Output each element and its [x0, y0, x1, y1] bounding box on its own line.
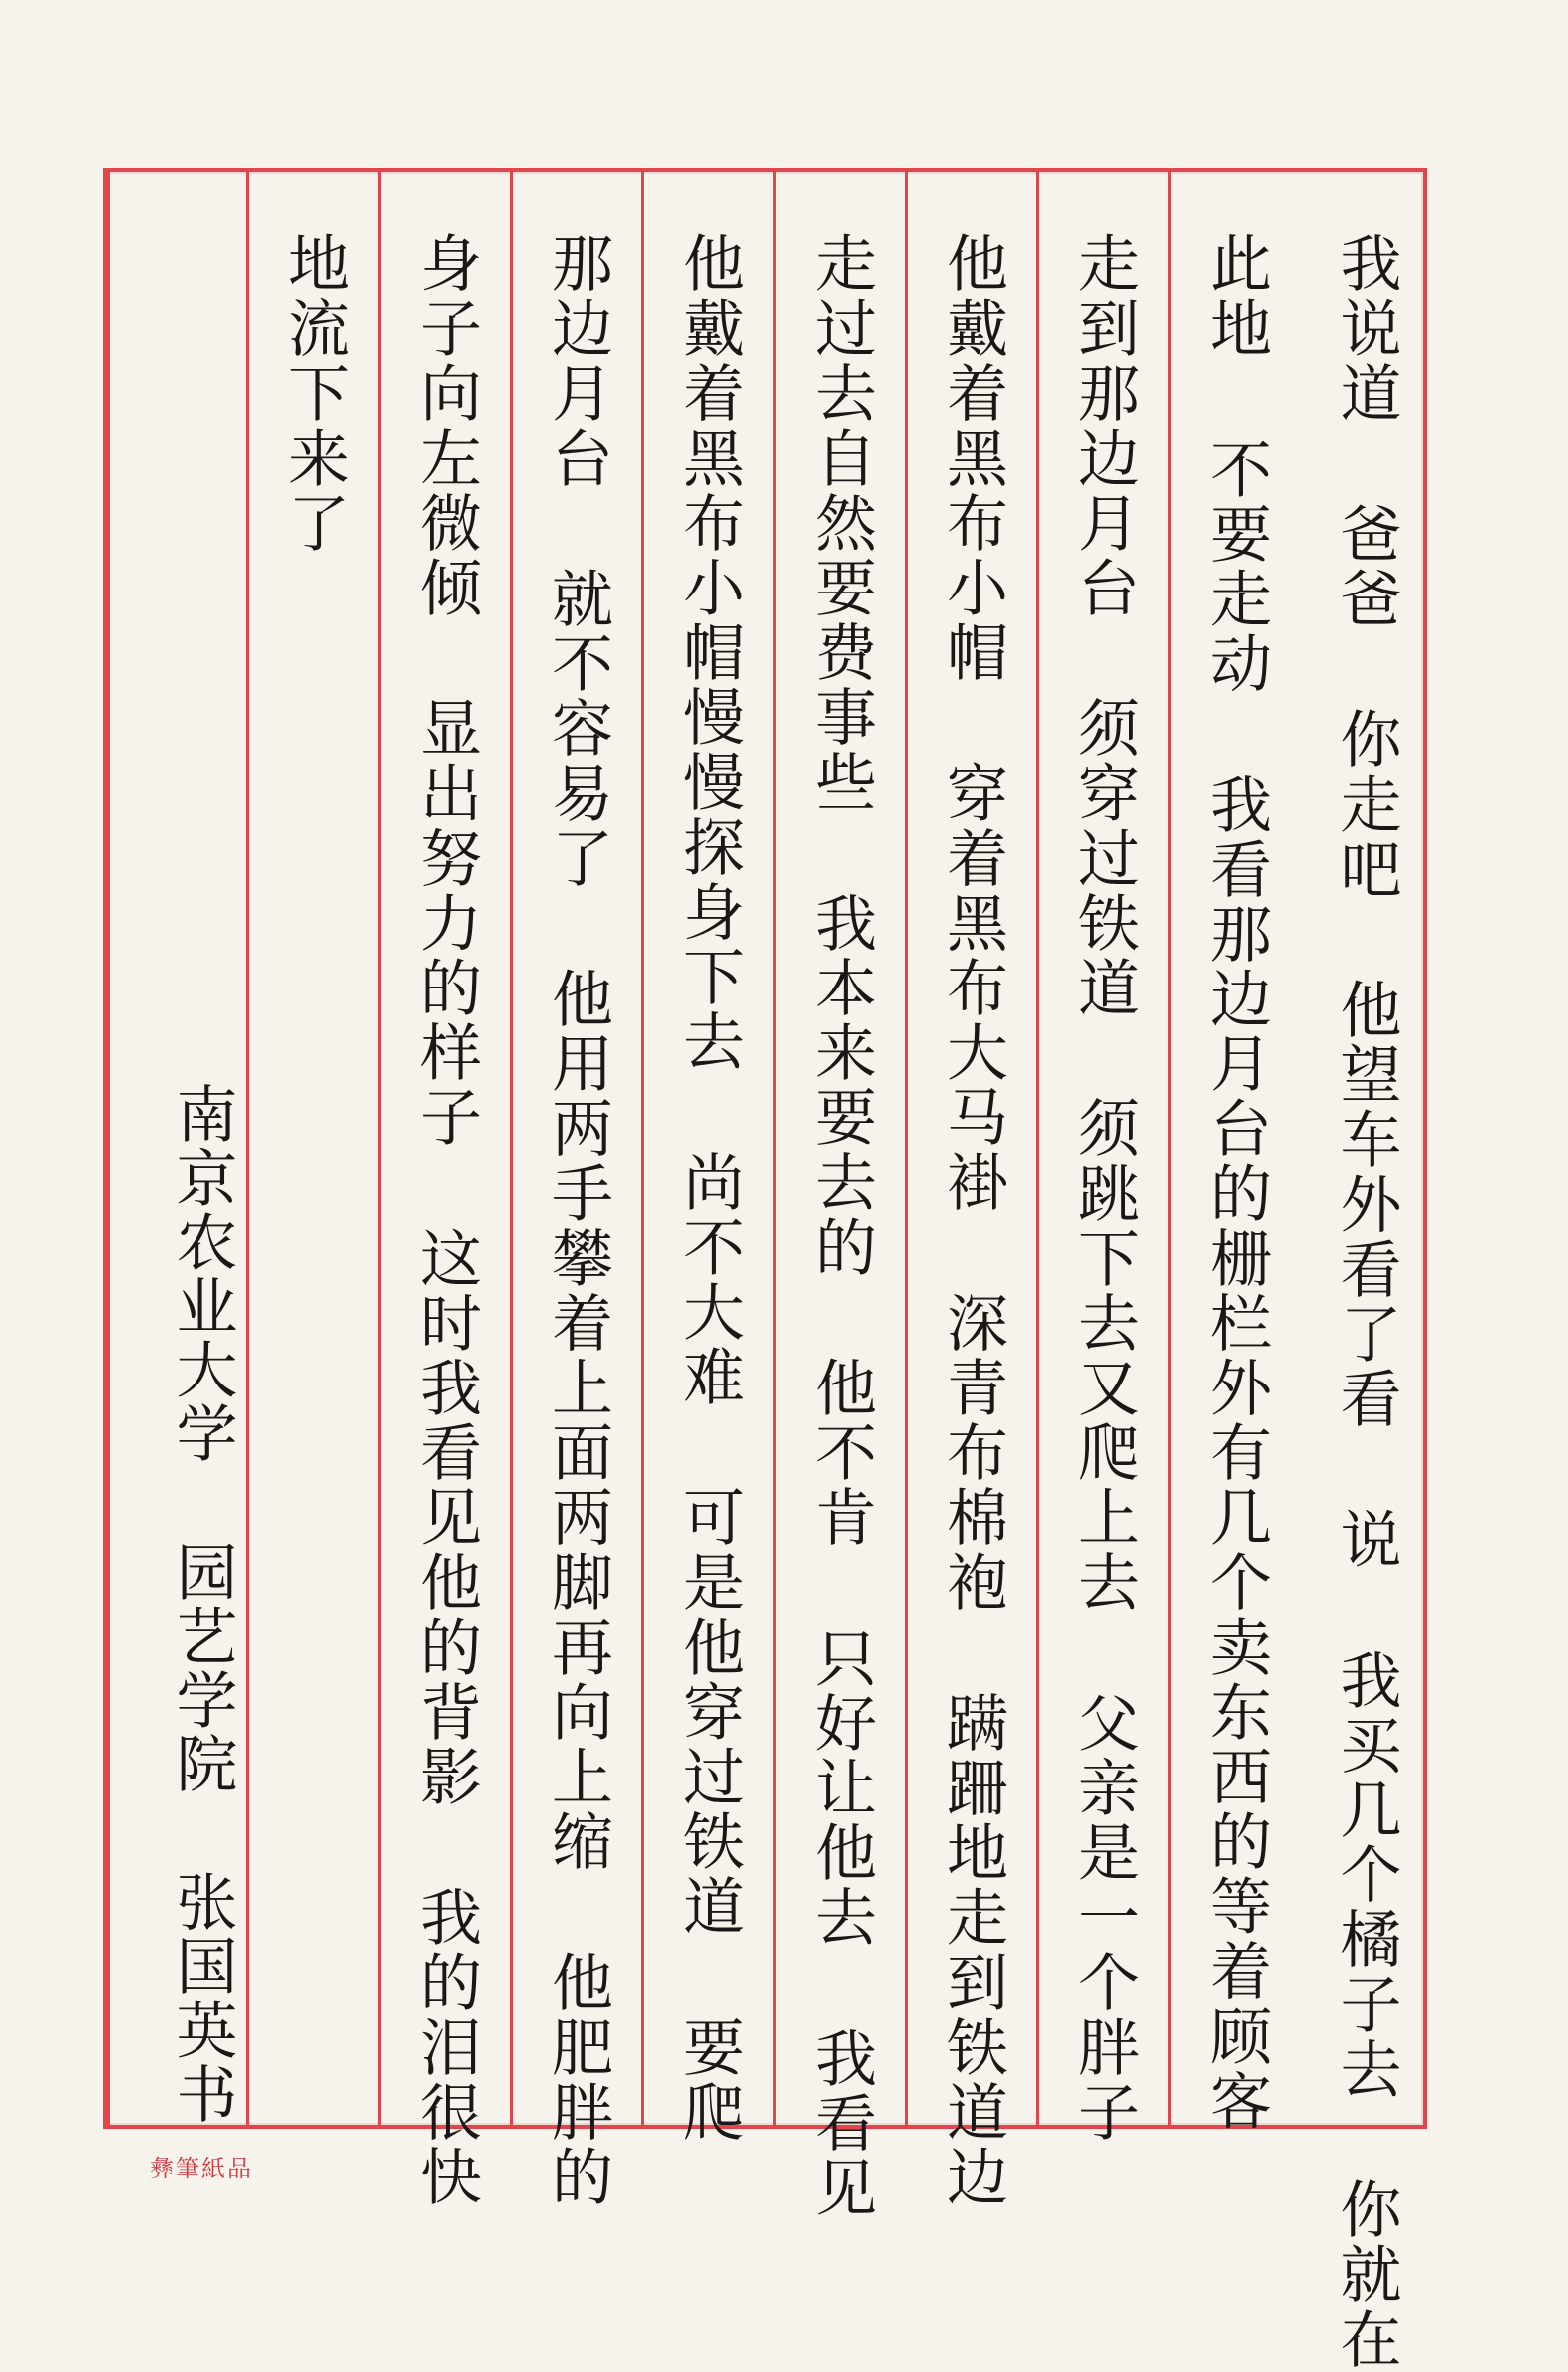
column-text-8: 身子向左微倾 显出努力的样子 这时我看见他的背影 我的泪很快	[409, 231, 483, 2209]
column-text-6: 他戴着黑布小帽慢慢探身下去 尚不大难 可是他穿过铁道 要爬	[672, 231, 746, 2145]
column-text-9: 地流下来了	[277, 231, 351, 556]
text-column-9	[246, 172, 378, 2125]
text-column-1	[1300, 172, 1431, 2372]
text-column-4	[905, 172, 1036, 2209]
text-column-2	[1168, 172, 1300, 2134]
paper-brand-mark: 彝筆紙品	[150, 2155, 253, 2182]
column-text-1: 我说道 爸爸 你走吧 他望车外看了看 说 我买几个橘子去 你就在	[1330, 231, 1402, 2372]
column-text-5: 走过去自然要费事些 我本来要去的 他不肯 只好让他去 我看见	[804, 231, 878, 2220]
column-text-7: 那边月台 就不容易了 他用两手攀着上面两脚再向上缩 他肥胖的	[541, 231, 614, 2209]
author-signature: 南京农业大学 园艺学院 张国英书	[166, 1082, 238, 2126]
column-text-3: 走到那边月台 须穿过铁道 须跳下去又爬上去 父亲是一个胖子	[1067, 231, 1141, 2145]
column-text-2: 此地 不要走动 我看那边月台的栅栏外有几个卖东西的等着顾客	[1199, 231, 1273, 2134]
text-column-6	[641, 172, 773, 2145]
text-column-8	[378, 172, 510, 2209]
text-column-7	[510, 172, 641, 2209]
text-column-5	[773, 172, 905, 2220]
text-column-3	[1036, 172, 1168, 2145]
column-text-4: 他戴着黑布小帽 穿着黑布大马褂 深青布棉袍 蹒跚地走到铁道边	[936, 231, 1009, 2209]
